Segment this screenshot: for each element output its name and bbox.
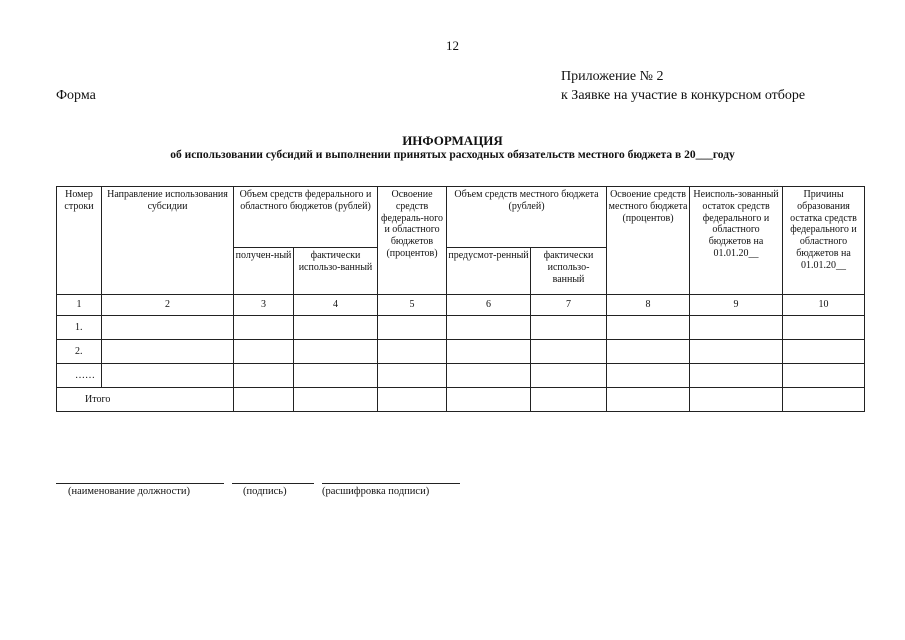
table-cell[interactable] [690, 340, 783, 364]
table-cell[interactable] [690, 316, 783, 340]
table-cell[interactable] [607, 340, 690, 364]
header-fed-obl-received: получен-ный [234, 248, 294, 295]
report-table [56, 186, 865, 412]
table-header-row-1 [57, 187, 865, 248]
header-fed-obl-volume: Объем средств федерального и областного бюджетов (рублей) [234, 187, 378, 248]
table-cell[interactable] [607, 364, 690, 388]
header-unused-balance: Неисполь-зованный остаток средств федерального и областного бюджетов на 01.01.20__ [690, 187, 783, 295]
appendix-subtitle: к Заявке на участие в конкурсном отборе [561, 88, 806, 103]
appendix-title: Приложение № 2 [561, 69, 664, 84]
column-number: 5 [378, 295, 447, 316]
table-cell[interactable] [531, 340, 607, 364]
signature-label: (подпись) [243, 486, 287, 497]
column-number: 8 [607, 295, 690, 316]
position-signature-line[interactable] [56, 483, 224, 484]
column-number: 9 [690, 295, 783, 316]
row-number-cell: 1. [57, 316, 102, 340]
header-reasons: Причины образования остатка средств федерального и областного бюджетов на 01.01.20__ [783, 187, 865, 295]
column-number: 10 [783, 295, 865, 316]
header-fed-obl-used: фактически использо-ванный [294, 248, 378, 295]
header-local-utilization: Освоение средств местного бюджета (процентов) [607, 187, 690, 295]
signature-decode-line[interactable] [322, 483, 460, 484]
header-row-number: Номер строки [57, 187, 102, 295]
table-cell[interactable] [783, 388, 865, 412]
table-cell[interactable] [607, 388, 690, 412]
row-number-cell: …… [57, 364, 102, 388]
table-cell[interactable] [783, 364, 865, 388]
table-row [57, 316, 865, 340]
table-cell[interactable] [447, 340, 531, 364]
table-cell[interactable] [783, 316, 865, 340]
table-cell[interactable] [234, 316, 294, 340]
table-cell[interactable] [378, 340, 447, 364]
table-cell[interactable] [690, 364, 783, 388]
table-cell[interactable] [531, 388, 607, 412]
table-cell[interactable] [102, 364, 234, 388]
table-cell[interactable] [447, 388, 531, 412]
total-label: Итого [57, 388, 234, 412]
table-cell[interactable] [607, 316, 690, 340]
table-row [57, 340, 865, 364]
table-cell[interactable] [234, 340, 294, 364]
table-cell[interactable] [690, 388, 783, 412]
signature-decode-label: (расшифровка подписи) [322, 486, 430, 497]
table-cell[interactable] [234, 388, 294, 412]
column-number: 4 [294, 295, 378, 316]
table-cell[interactable] [531, 316, 607, 340]
position-label: (наименование должности) [68, 486, 191, 497]
column-number: 1 [57, 295, 102, 316]
table-cell[interactable] [294, 316, 378, 340]
header-local-planned: предусмот-ренный [447, 248, 531, 295]
header-fed-obl-utilization: Освоение средств федераль-ного и областного бюджетов (процентов) [378, 187, 447, 295]
table-cell[interactable] [294, 388, 378, 412]
table-cell[interactable] [102, 316, 234, 340]
total-row [57, 388, 865, 412]
table-cell[interactable] [234, 364, 294, 388]
header-direction: Направление использования субсидии [102, 187, 234, 295]
column-number: 7 [531, 295, 607, 316]
document-subtitle: об использовании субсидий и выполнении принятых расходных обязательств местного бюджета в 20___году [170, 149, 735, 161]
table-cell[interactable] [102, 340, 234, 364]
table-cell[interactable] [378, 364, 447, 388]
table-row [57, 364, 865, 388]
document-title: ИНФОРМАЦИЯ [402, 133, 503, 148]
table-cell[interactable] [783, 340, 865, 364]
header-local-used: фактически использо-ванный [531, 248, 607, 295]
column-number: 3 [234, 295, 294, 316]
table-cell[interactable] [447, 316, 531, 340]
column-number: 6 [447, 295, 531, 316]
column-number: 2 [102, 295, 234, 316]
row-number-cell: 2. [57, 340, 102, 364]
form-label: Форма [56, 88, 96, 103]
table-cell[interactable] [531, 364, 607, 388]
table-cell[interactable] [378, 316, 447, 340]
signature-line[interactable] [232, 483, 314, 484]
page-number: 12 [446, 38, 459, 53]
table-cell[interactable] [378, 388, 447, 412]
column-number-row [57, 295, 865, 316]
table-cell[interactable] [294, 364, 378, 388]
header-local-volume: Объем средств местного бюджета (рублей) [447, 187, 607, 248]
table-cell[interactable] [294, 340, 378, 364]
table-cell[interactable] [447, 364, 531, 388]
